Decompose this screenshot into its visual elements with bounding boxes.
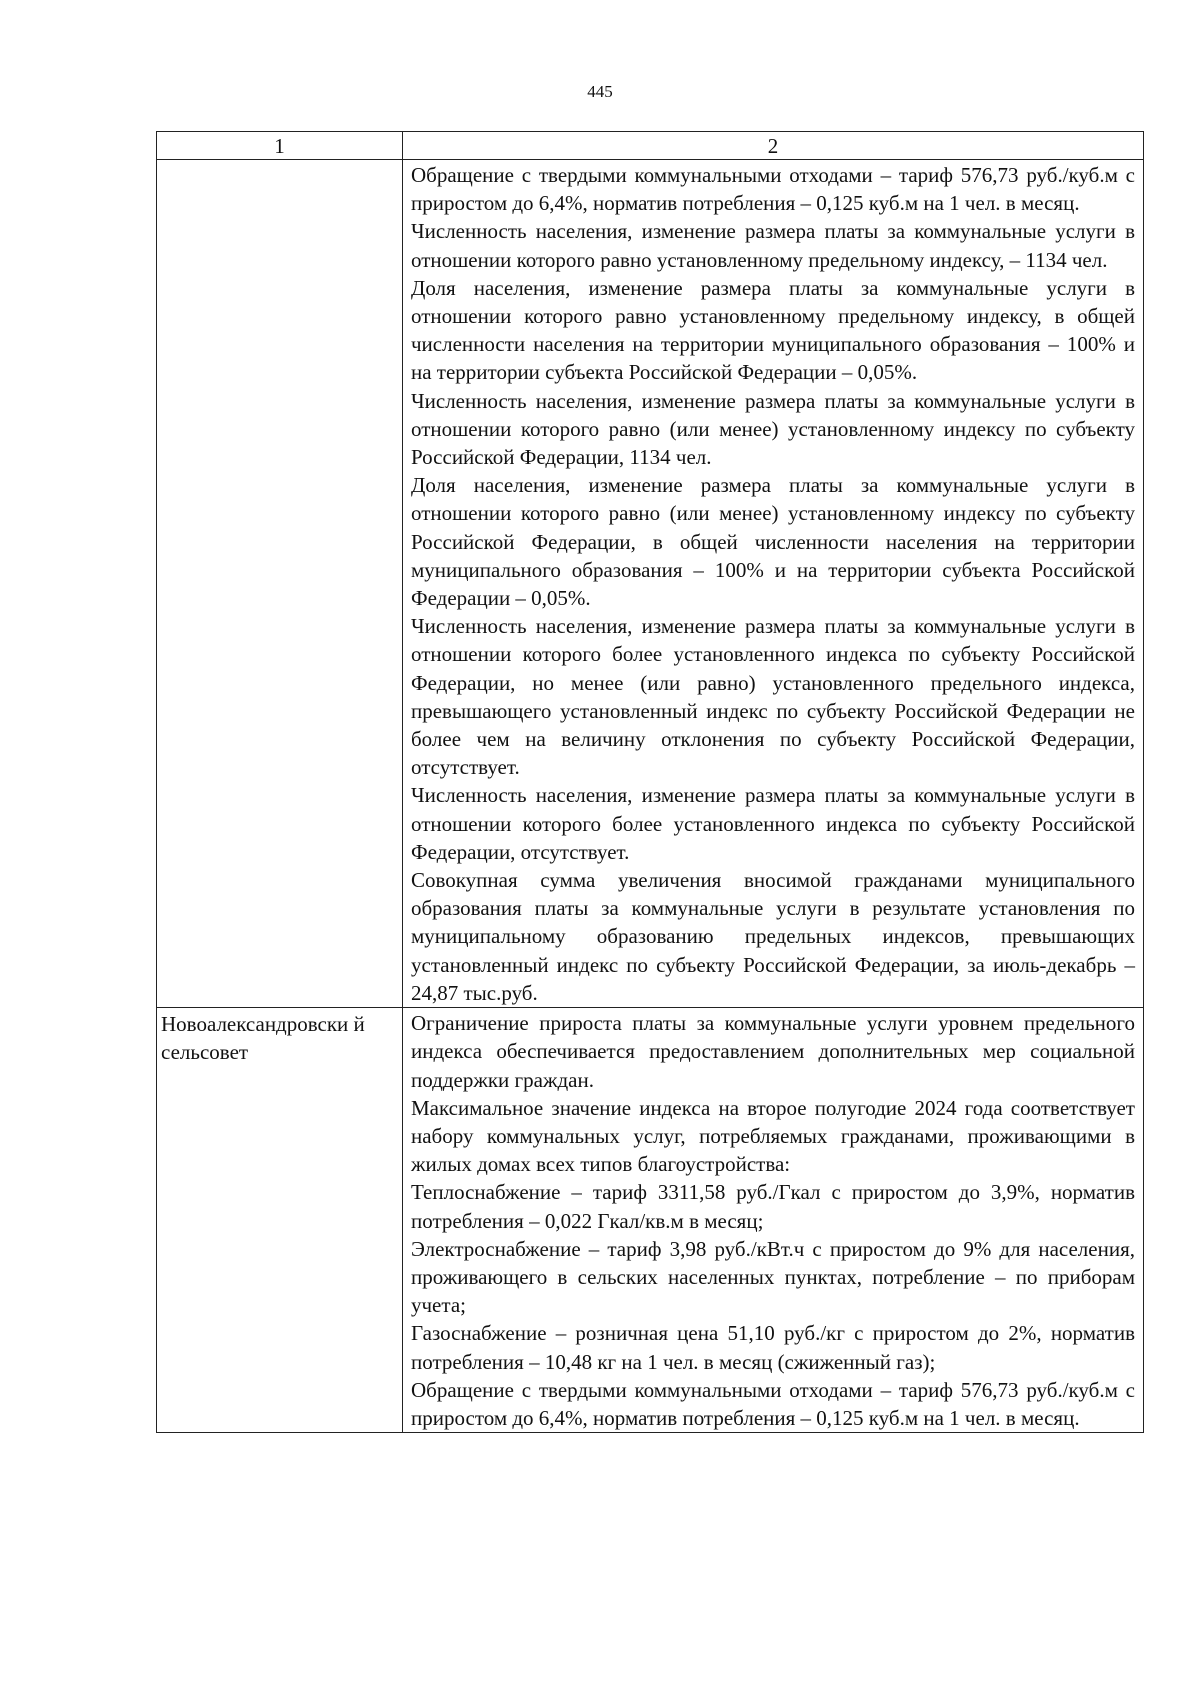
table-header-row xyxy=(157,132,1144,160)
paragraph: Электроснабжение – тариф 3,98 руб./кВт.ч с приростом до 9% для населения, проживающего в сельских населенных пунктах, потребление – по приборам учета; xyxy=(411,1236,1135,1318)
paragraph: Максимальное значение индекса на второе полугодие 2024 года соответствует набору коммунальных услуг, потребляемых гражданами, проживающими в жилых домах всех типов благоустройства: xyxy=(411,1095,1135,1177)
paragraph: Численность населения, изменение размера платы за коммунальные услуги в отношении которого более установленного индекса по субъекту Российской Федерации, отсутствует. xyxy=(411,783,1135,864)
table-row xyxy=(157,160,1144,1008)
paragraph: Доля населения, изменение размера платы за коммунальные услуги в отношении которого равно (или менее) установленному индексу по субъекту Российской Федерации, в общей численности населения на территории муниципального образования – 100% и на территории субъекта Российской Федерации – 0,05%. xyxy=(411,473,1135,611)
column-header-2: 2 xyxy=(403,132,1144,160)
column-header-1: 1 xyxy=(157,132,403,160)
page-number: 445 xyxy=(587,82,613,101)
paragraph: Численность населения, изменение размера платы за коммунальные услуги в отношении которого равно (или менее) установленному индексу по субъекту Российской Федерации, 1134 чел. xyxy=(411,388,1135,470)
description-cell xyxy=(403,160,1144,1008)
paragraph: Численность населения, изменение размера платы за коммунальные услуги в отношении которого более установленного индекса по субъекту Российской Федерации, но менее (или равно) установленного предельного индекса, превышающего установленный индекс по субъекту Российской Федерации не более чем на величину отклонения по субъекту Российской Федерации, отсутствует. xyxy=(411,614,1135,780)
paragraph: Газоснабжение – розничная цена 51,10 руб./кг с приростом до 2%, норматив потребления – 10,48 кг на 1 чел. в месяц (сжиженный газ); xyxy=(411,1321,1135,1374)
paragraph: Численность населения, изменение размера платы за коммунальные услуги в отношении которого равно установленному предельному индексу, – 1134 чел. xyxy=(411,219,1135,272)
description-cell xyxy=(403,1008,1144,1433)
paragraph: Доля населения, изменение размера платы за коммунальные услуги в отношении которого равно установленному предельному индексу, в общей численности населения на территории муниципального образования – 100% и на территории субъекта Российской Федерации – 0,05%. xyxy=(411,275,1135,385)
municipality-name-cell: Новоалександровски й сельсовет xyxy=(157,1008,403,1433)
municipality-name-cell xyxy=(157,160,403,1008)
paragraph: Совокупная сумма увеличения вносимой гражданами муниципального образования платы за коммунальные услуги в результате установления по муниципальному образованию предельных индексов, превышающих установленный индекс по субъекту Российской Федерации, за июль-декабрь – 24,87 тыс.руб. xyxy=(411,868,1135,1005)
paragraph: Обращение с твердыми коммунальными отходами – тариф 576,73 руб./куб.м с приростом до 6,4%, норматив потребления – 0,125 куб.м на 1 чел. в месяц. xyxy=(411,163,1135,216)
paragraph: Теплоснабжение – тариф 3311,58 руб./Гкал с приростом до 3,9%, норматив потребления – 0,022 Гкал/кв.м в месяц; xyxy=(411,1180,1135,1233)
paragraph: Обращение с твердыми коммунальными отходами – тариф 576,73 руб./куб.м с приростом до 6,4%, норматив потребления – 0,125 куб.м на 1 чел. в месяц. xyxy=(411,1377,1135,1430)
document-table xyxy=(156,131,1144,1433)
table-row xyxy=(157,1008,1144,1433)
paragraph: Ограничение прироста платы за коммунальные услуги уровнем предельного индекса обеспечивается предоставлением дополнительных мер социальной поддержки граждан. xyxy=(411,1011,1135,1092)
